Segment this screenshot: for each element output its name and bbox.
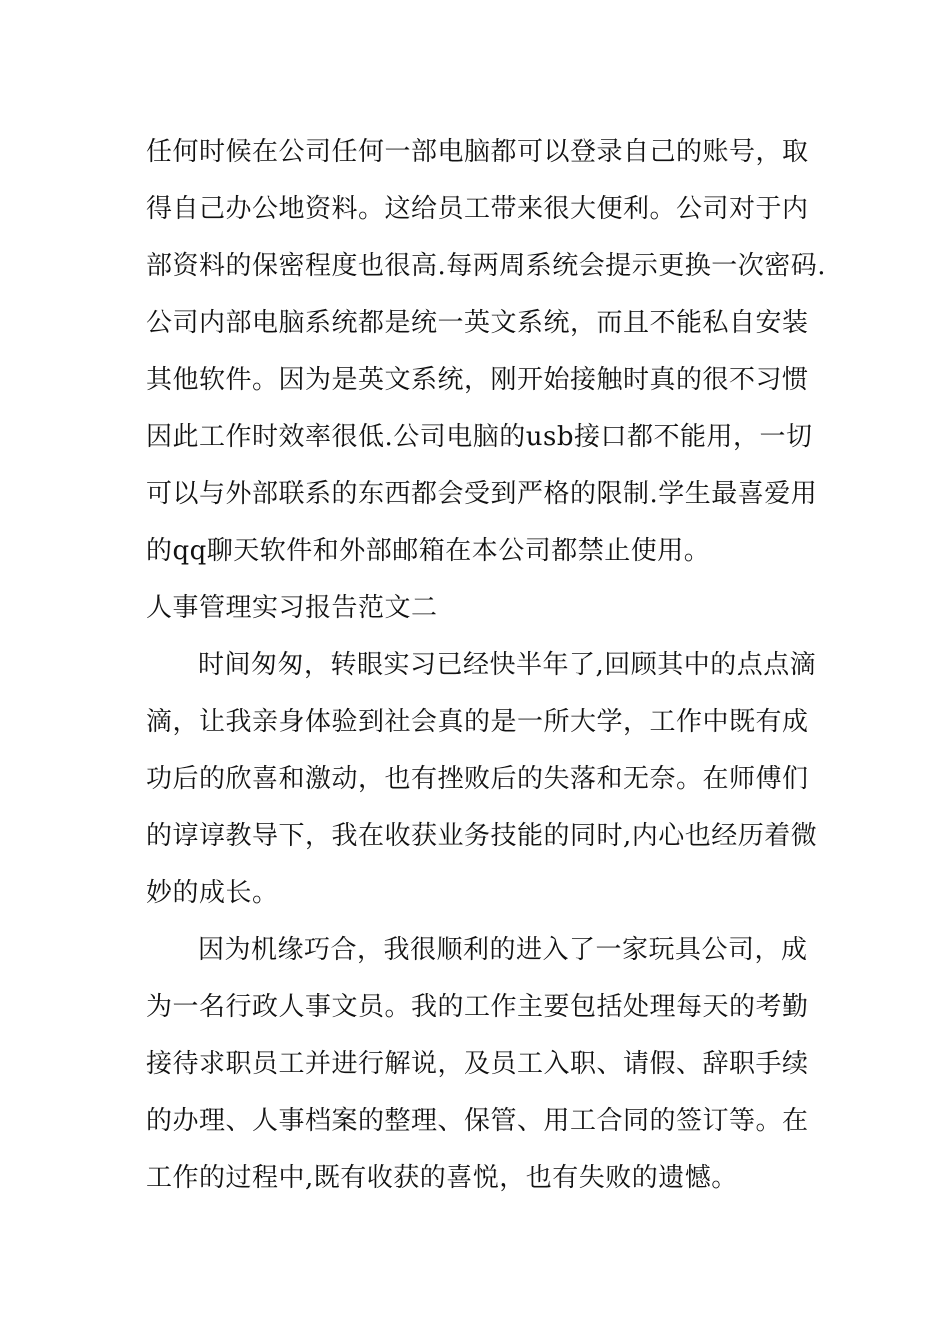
text-line: 的办理、人事档案的整理、保管、用工合同的签订等。在 (146, 1106, 809, 1136)
text-line: 的qq聊天软件和外部邮箱在本公司都禁止使用。 (146, 536, 711, 566)
section-heading: 人事管理实习报告范文二 (146, 593, 438, 623)
document-body (146, 124, 827, 1207)
paragraph-2 (146, 637, 818, 922)
text-line: 部资料的保密程度也很高.每两周系统会提示更换一次密码. (146, 251, 827, 281)
text-line: 因为机缘巧合，我很顺利的进入了一家玩具公司，成 (198, 935, 808, 965)
text-line: 时间匆匆，转眼实习已经快半年了,回顾其中的点点滴 (198, 650, 817, 680)
text-line: 妙的成长。 (146, 878, 279, 908)
text-line: 可以与外部联系的东西都会受到严格的限制.学生最喜爱用 (146, 479, 818, 509)
text-line: 任何时候在公司任何一部电脑都可以登录自己的账号，取 (146, 137, 809, 167)
text-line: 因此工作时效率很低.公司电脑的usb接口都不能用，一切 (146, 422, 813, 452)
text-line: 其他软件。因为是英文系统，刚开始接触时真的很不习惯 (146, 365, 809, 395)
text-line: 公司内部电脑系统都是统一英文系统，而且不能私自安装 (146, 308, 809, 338)
text-line: 功后的欣喜和激动，也有挫败后的失落和无奈。在师傅们 (146, 764, 809, 794)
text-line: 得自己办公地资料。这给员工带来很大便利。公司对于内 (146, 194, 809, 224)
text-line: 工作的过程中,既有收获的喜悦，也有失败的遗憾。 (146, 1163, 738, 1193)
text-line: 为一名行政人事文员。我的工作主要包括处理每天的考勤 (146, 992, 809, 1022)
paragraph-3 (146, 922, 812, 1207)
paragraph-1 (146, 124, 827, 580)
text-line: 滴，让我亲身体验到社会真的是一所大学，工作中既有成 (146, 707, 809, 737)
text-line: 的谆谆教导下，我在收获业务技能的同时,内心也经历着微 (146, 821, 818, 851)
text-line: 接待求职员工并进行解说，及员工入职、请假、辞职手续 (146, 1049, 809, 1079)
